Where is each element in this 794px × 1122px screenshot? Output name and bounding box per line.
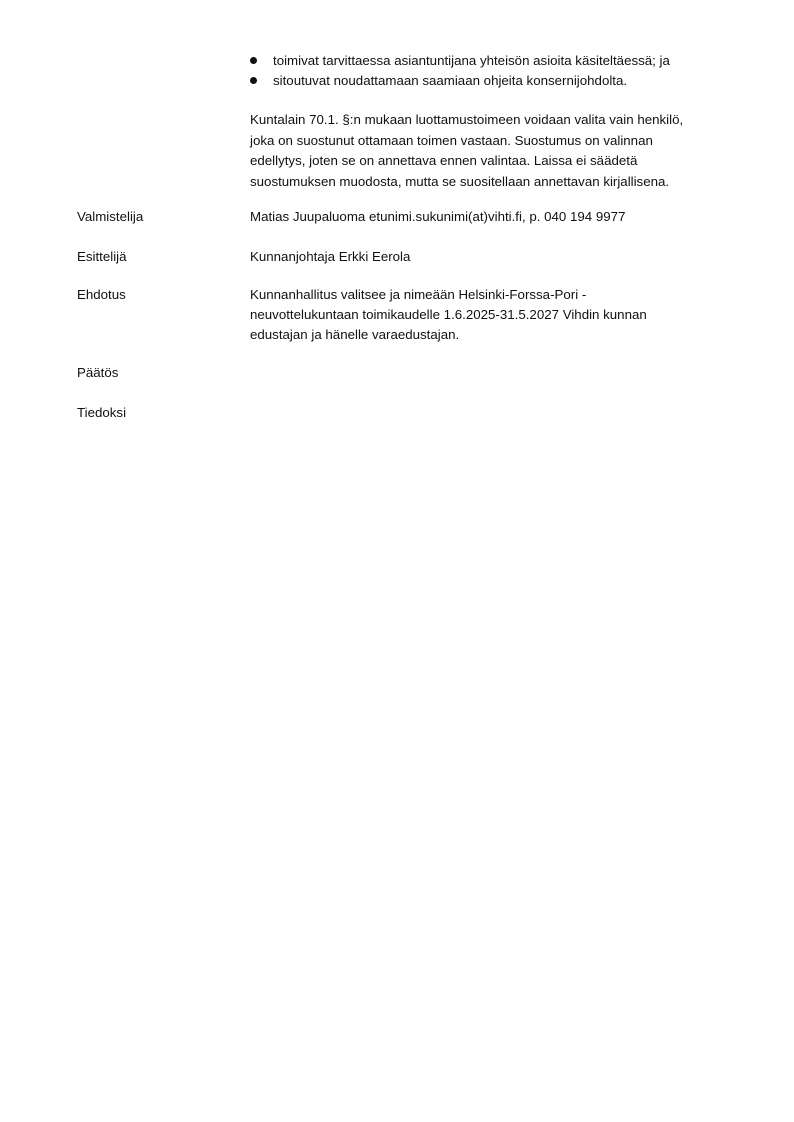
paragraph-line: edellytys, joten se on annettava ennen valintaa. Laissa ei säädetä <box>250 153 638 168</box>
bullet-icon <box>250 57 257 64</box>
tiedoksi-label: Tiedoksi <box>77 405 127 420</box>
esittelija-label: Esittelijä <box>77 249 127 264</box>
paatos-label: Päätös <box>77 365 119 380</box>
valmistelija-label: Valmistelija <box>77 209 144 224</box>
ehdotus-label: Ehdotus <box>77 287 126 302</box>
ehdotus-line: neuvottelukuntaan toimikaudelle 1.6.2025-31.5.2027 Vihdin kunnan <box>250 307 647 322</box>
paragraph-line: Kuntalain 70.1. §:n mukaan luottamustoimeen voidaan valita vain henkilö, <box>250 112 684 127</box>
bullet-item <box>250 51 750 71</box>
esittelija-value: Kunnanjohtaja Erkki Eerola <box>250 249 411 264</box>
bullet-list <box>250 51 750 91</box>
ehdotus-value <box>250 285 647 345</box>
paragraph-line: joka on suostunut ottamaan toimen vastaan. Suostumus on valinnan <box>250 132 653 148</box>
ehdotus-line: edustajan ja hänelle varaedustajan. <box>250 327 460 342</box>
bullet-icon <box>250 77 257 84</box>
paragraph-line: suostumuksen muodosta, mutta se suositellaan annettavan kirjallisena. <box>250 173 670 189</box>
bullet-item <box>250 71 750 91</box>
kuntalaki-paragraph <box>250 110 730 192</box>
bullet-text: toimivat tarvittaessa asiantuntijana yhteisön asioita käsiteltäessä; ja <box>273 53 670 68</box>
ehdotus-line: Kunnanhallitus valitsee ja nimeään Helsinki-Forssa-Pori - <box>250 287 587 302</box>
bullet-text: sitoutuvat noudattamaan saamiaan ohjeita konsernijohdolta. <box>273 73 628 88</box>
valmistelija-value: Matias Juupaluoma etunimi.sukunimi(at)vihti.fi, p. 040 194 9977 <box>250 209 626 224</box>
